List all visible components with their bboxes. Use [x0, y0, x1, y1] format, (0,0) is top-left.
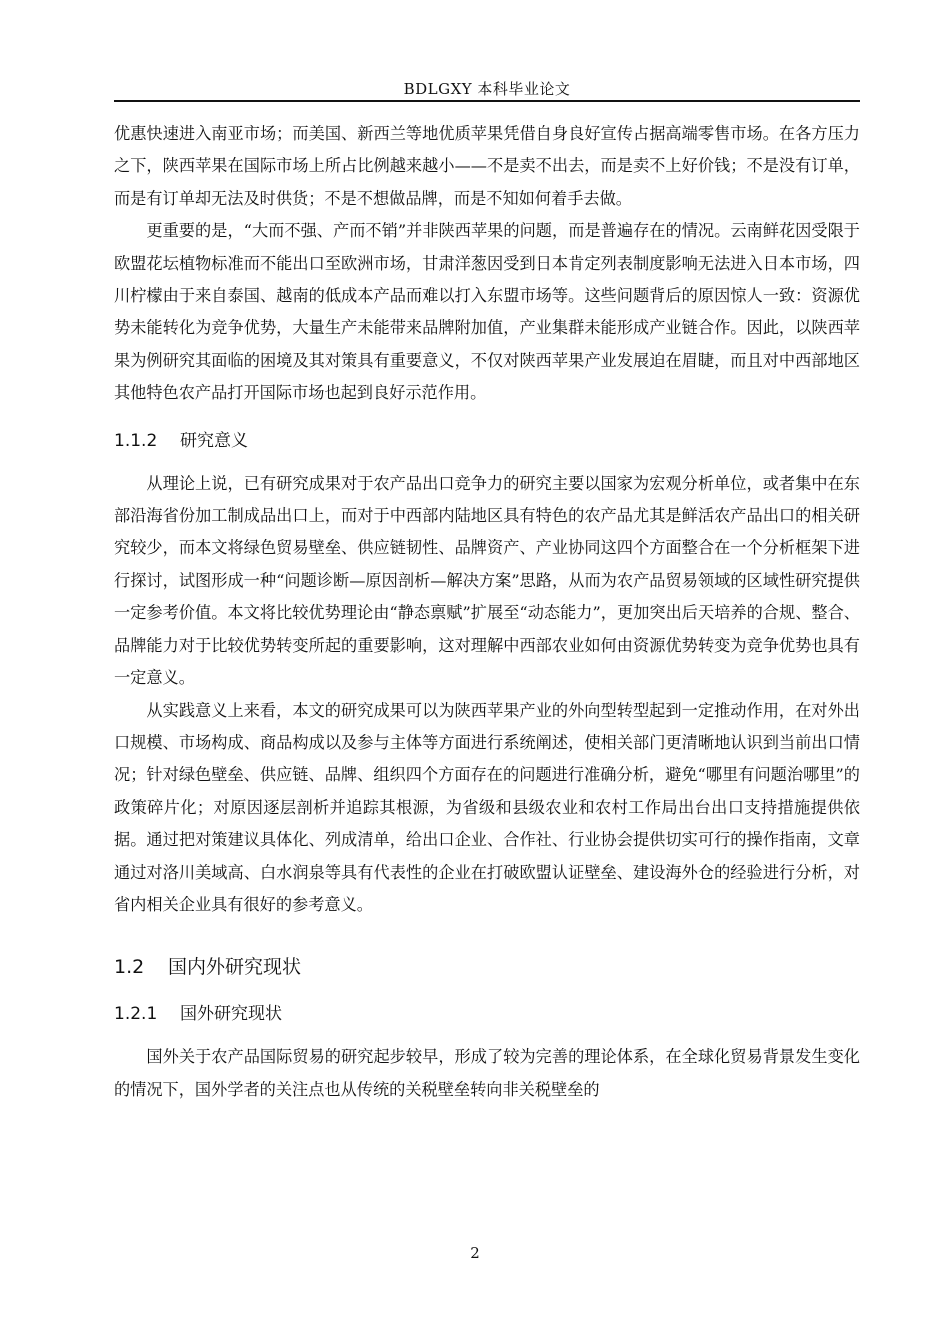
heading-1-1-2	[114, 426, 860, 456]
heading-text: 国外研究现状	[180, 1004, 282, 1025]
page-content	[114, 118, 860, 1106]
heading-number: 1.1.2	[114, 430, 158, 451]
heading-1-2-1	[114, 999, 860, 1029]
heading-text: 国内外研究现状	[168, 956, 302, 979]
paragraph-foreign-research: 国外关于农产品国际贸易的研究起步较早，形成了较为完善的理论体系，在全球化贸易背景发生变化的情况下，国外学者的关注点也从传统的关税壁垒转向非关税壁垒的	[114, 1047, 860, 1099]
heading-text: 研究意义	[180, 430, 248, 451]
paragraph-importance: 更重要的是，“大而不强、产而不销”并非陕西苹果的问题，而是普遍存在的情况。云南鲜花因受限于欧盟花坛植物标准而不能出口至欧洲市场，甘肃洋葱因受到日本肯定列表制度影响无法进入日本市场，四川柠檬由于来自泰国、越南的低成本产品而难以打入东盟市场等。这些问题背后的原因惊人一致：资源优势未能转化为竞争优势，大量生产未能带来品牌附加值，产业集群未能形成产业链合作。因此，以陕西苹果为例研究其面临的困境及其对策具有重要意义，不仅对陕西苹果产业发展迫在眉睫，而且对中西部地区其他特色农产品打开国际市场也起到良好示范作用。	[114, 221, 860, 403]
heading-1-2	[114, 951, 860, 983]
header-divider	[114, 100, 860, 102]
page-number: 2	[470, 1244, 480, 1262]
running-header: BDLGXY 本科毕业论文	[403, 80, 571, 98]
heading-number: 1.2.1	[114, 1004, 158, 1025]
paragraph-continued: 优惠快速进入南亚市场；而美国、新西兰等地优质苹果凭借自身良好宣传占据高端零售市场。在各方压力之下，陕西苹果在国际市场上所占比例越来越小——不是卖不出去，而是卖不上好价钱；不是没有订单，而是有订单却无法及时供货；不是不想做品牌，而是不知如何着手去做。	[114, 124, 860, 208]
heading-number: 1.2	[114, 956, 145, 979]
paragraph-practical-significance: 从实践意义上来看，本文的研究成果可以为陕西苹果产业的外向型转型起到一定推动作用，在对外出口规模、市场构成、商品构成以及参与主体等方面进行系统阐述，使相关部门更清晰地认识到当前出口情况；针对绿色壁垒、供应链、品牌、组织四个方面存在的问题进行准确分析，避免“哪里有问题治哪里”的政策碎片化；对原因逐层剖析并追踪其根源，为省级和县级农业和农村工作局出台出口支持措施提供依据。通过把对策建议具体化、列成清单，给出口企业、合作社、行业协会提供切实可行的操作指南，文章通过对洛川美域高、白水润泉等具有代表性的企业在打破欧盟认证壁垒、建设海外仓的经验进行分析，对省内相关企业具有很好的参考意义。	[114, 700, 860, 914]
paragraph-theoretical-significance: 从理论上说，已有研究成果对于农产品出口竞争力的研究主要以国家为宏观分析单位，或者集中在东部沿海省份加工制成品出口上，而对于中西部内陆地区具有特色的农产品尤其是鲜活农产品出口的相关研究较少，而本文将绿色贸易壁垒、供应链韧性、品牌资产、产业协同这四个方面整合在一个分析框架下进行探讨，试图形成一种“问题诊断—原因剖析—解决方案”思路，从而为农产品贸易领域的区域性研究提供一定参考价值。本文将比较优势理论由“静态禀赋”扩展至“动态能力”，更加突出后天培养的合规、整合、品牌能力对于比较优势转变所起的重要影响，这对理解中西部农业如何由资源优势转变为竞争优势也具有一定意义。	[114, 473, 860, 688]
